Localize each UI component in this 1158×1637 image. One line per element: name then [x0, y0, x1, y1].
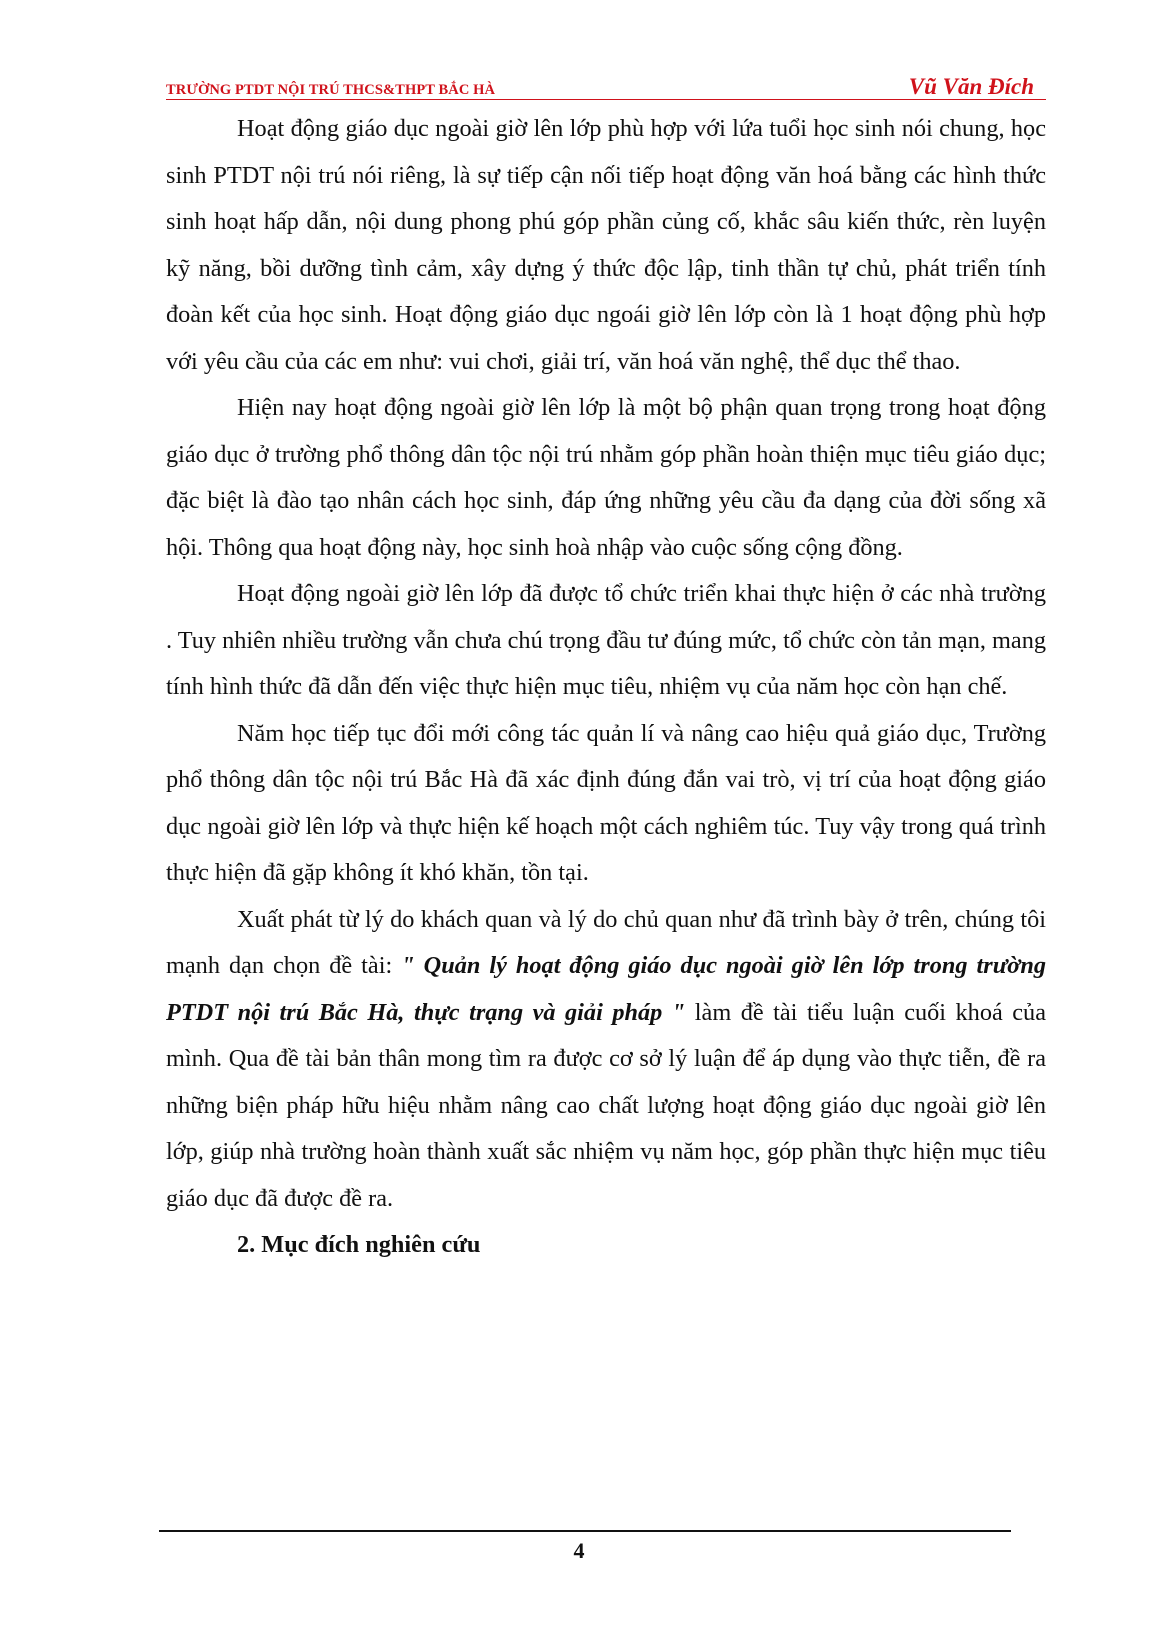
header-school-name: TRƯỜNG PTDT NỘI TRÚ THCS&THPT BẮC HÀ — [166, 82, 496, 98]
paragraph-3: Hoạt động ngoài giờ lên lớp đã được tổ chức triển khai thực hiện ở các nhà trường . Tuy nhiên nhiều trường vẫn chưa chú trọng đầu tư đúng mức, tổ chức còn tản mạn, mang tính hình thức đã dẫn đến việc thực hiện mục tiêu, nhiệm vụ của năm học còn hạn chế. — [166, 580, 1046, 700]
thesis-title: " Quản lý hoạt động giáo dục ngoài giờ lên lớp trong trường PTDT nội trú Bắc Hà, thực trạng và giải pháp " — [166, 952, 1046, 1026]
paragraph-4: Năm học tiếp tục đổi mới công tác quản lí và nâng cao hiệu quả giáo dục, Trường phổ thông dân tộc nội trú Bắc Hà đã xác định đúng đắn vai trò, vị trí của hoạt động giáo dục ngoài giờ lên lớp và thực hiện kế hoạch một cách nghiêm túc. Tuy vậy trong quá trình thực hiện đã gặp không ít khó khăn, tồn tại. — [166, 719, 1046, 886]
section-heading: 2. Mục đích nghiên cứu — [237, 1231, 481, 1258]
paragraph-5 — [166, 897, 1046, 1223]
page-number: 4 — [573, 1538, 585, 1563]
footer-divider — [159, 1530, 1011, 1532]
paragraph-5-rest: làm đề tài tiểu luận cuối khoá của mình. Qua đề tài bản thân mong tìm ra được cơ sở lý luận để áp dụng vào thực tiễn, đề ra những biện pháp hữu hiệu nhằm nâng cao chất lượng hoạt động giáo dục ngoài giờ lên lớp, giúp nhà trường hoàn thành xuất sắc nhiệm vụ năm học, góp phần thực hiện mục tiêu giáo dục đã được đề ra. — [166, 998, 1046, 1212]
paragraph-5-intro: Xuất phát từ lý do khách quan và lý do chủ quan như đã trình bày ở trên, chúng tôi mạnh dạn chọn đề tài: — [166, 905, 1046, 979]
header-divider — [166, 99, 1046, 100]
header-author-name: Vũ Văn Đích — [908, 74, 1034, 99]
paragraph-1: Hoạt động giáo dục ngoài giờ lên lớp phù hợp với lứa tuổi học sinh nói chung, học sinh PTDT nội trú nói riêng, là sự tiếp cận nối tiếp hoạt động văn hoá bằng các hình thức sinh hoạt hấp dẫn, nội dung phong phú góp phần củng cố, khắc sâu kiến thức, rèn luyện kỹ năng, bồi dưỡng tình cảm, xây dựng ý thức độc lập, tinh thần tự chủ, phát triển tính đoàn kết của học sinh. Hoạt động giáo dục ngoái giờ lên lớp còn là 1 hoạt động phù hợp với yêu cầu của các em như: vui chơi, giải trí, văn hoá văn nghệ, thể dục thể thao. — [166, 115, 1046, 375]
document-body — [166, 106, 1046, 1269]
paragraph-2: Hiện nay hoạt động ngoài giờ lên lớp là một bộ phận quan trọng trong hoạt động giáo dục ở trường phổ thông dân tộc nội trú nhằm góp phần hoàn thiện mục tiêu giáo dục; đặc biệt là đào tạo nhân cách học sinh, đáp ứng những yêu cầu đa dạng của đời sống xã hội. Thông qua hoạt động này, học sinh hoà nhập vào cuộc sống cộng đồng. — [166, 394, 1046, 561]
page-header — [166, 74, 1046, 100]
